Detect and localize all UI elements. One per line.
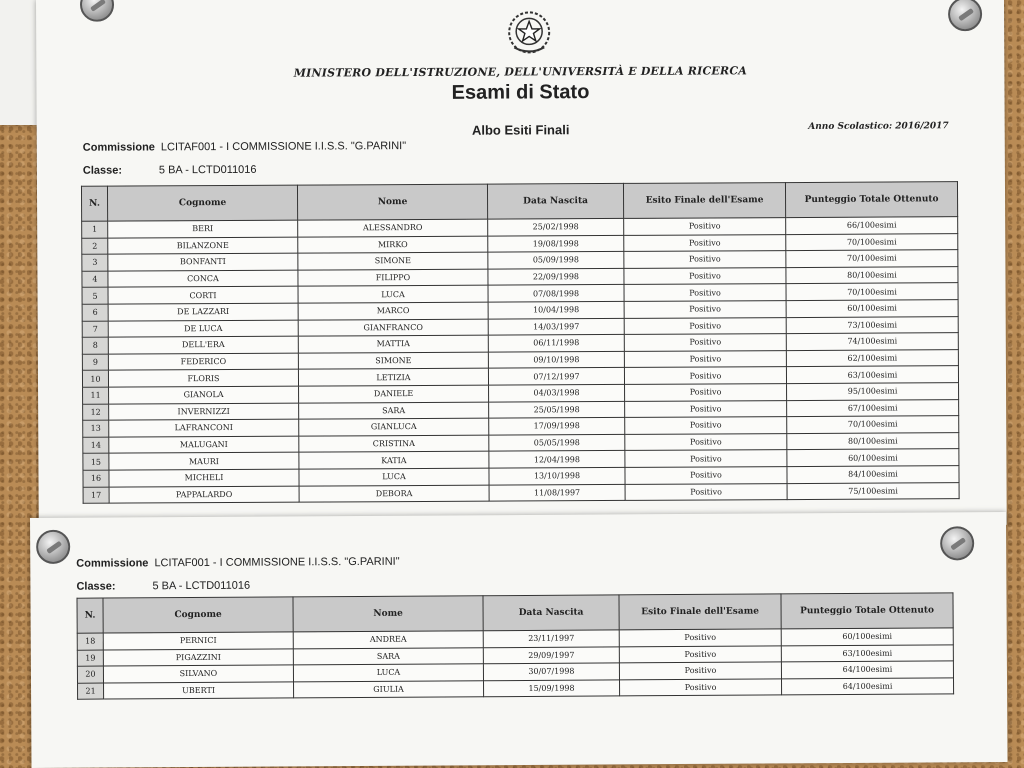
cell-surname: MICHELI	[109, 469, 299, 487]
cell-surname: DE LAZZARI	[108, 303, 298, 321]
cell-name: KATIA	[299, 451, 489, 469]
column-header: Esito Finale dell'Esame	[619, 594, 781, 630]
results-table-page-1	[81, 181, 960, 504]
cell-name: SARA	[299, 402, 489, 420]
cell-birth-date: 09/10/1998	[488, 351, 624, 368]
cell-name: MARCO	[298, 302, 488, 320]
thumbtack-icon	[948, 0, 982, 31]
cell-birth-date: 29/09/1997	[483, 646, 619, 663]
column-header: Punteggio Totale Ottenuto	[781, 593, 953, 629]
cell-score: 60/100esimi	[786, 300, 958, 317]
column-header: N.	[81, 186, 107, 221]
cell-number: 5	[82, 288, 108, 305]
cell-outcome: Positivo	[625, 400, 787, 417]
cell-number: 4	[82, 271, 108, 288]
commission-label: Commissione	[82, 141, 155, 154]
cell-name: SIMONE	[298, 252, 488, 270]
column-header: Cognome	[103, 597, 293, 633]
column-header: Nome	[297, 184, 487, 220]
cell-name: SIMONE	[298, 352, 488, 370]
results-table-page-2	[76, 592, 954, 700]
cell-surname: FLORIS	[108, 369, 298, 387]
cell-outcome: Positivo	[624, 334, 786, 351]
cell-birth-date: 07/12/1997	[488, 368, 624, 385]
cell-outcome: Positivo	[625, 384, 787, 401]
cell-name: GIULIA	[294, 681, 484, 699]
cell-name: SARA	[293, 647, 483, 665]
cell-score: 95/100esimi	[787, 383, 959, 400]
column-header: Cognome	[107, 185, 297, 221]
cell-name: LUCA	[299, 468, 489, 486]
cell-birth-date: 07/08/1998	[488, 285, 624, 302]
cell-surname: UBERTI	[104, 682, 294, 700]
cell-number: 21	[78, 683, 104, 700]
cell-outcome: Positivo	[624, 301, 786, 318]
cell-number: 16	[83, 470, 109, 487]
cell-birth-date: 25/05/1998	[489, 401, 625, 418]
cell-birth-date: 11/08/1997	[489, 484, 625, 501]
cell-surname: PERNICI	[103, 632, 293, 650]
cell-number: 10	[82, 370, 108, 387]
column-header: Data Nascita	[487, 183, 623, 219]
cell-birth-date: 17/09/1998	[489, 418, 625, 435]
cell-surname: MAURI	[109, 452, 299, 470]
cell-number: 19	[77, 650, 103, 667]
cell-surname: CONCA	[108, 270, 298, 288]
cell-score: 67/100esimi	[787, 399, 959, 416]
column-header: Nome	[293, 596, 483, 632]
cell-birth-date: 13/10/1998	[489, 467, 625, 484]
cell-outcome: Positivo	[624, 317, 786, 334]
cell-score: 74/100esimi	[786, 333, 958, 350]
cell-score: 70/100esimi	[786, 233, 958, 250]
table-header-row	[81, 182, 957, 222]
cell-name: ALESSANDRO	[298, 219, 488, 237]
cell-birth-date: 04/03/1998	[489, 384, 625, 401]
cell-surname: LAFRANCONI	[109, 419, 299, 437]
cell-outcome: Positivo	[625, 450, 787, 467]
cell-name: LETIZIA	[298, 368, 488, 386]
cell-birth-date: 05/09/1998	[488, 252, 624, 269]
commission-value: LCITAF001 - I COMMISSIONE I.I.S.S. "G.PARINI"	[160, 140, 407, 154]
cell-outcome: Positivo	[625, 417, 787, 434]
column-header: Punteggio Totale Ottenuto	[785, 182, 957, 218]
cell-score: 84/100esimi	[787, 466, 959, 483]
italian-republic-emblem-icon	[506, 9, 552, 55]
cell-number: 15	[83, 453, 109, 470]
cell-name: FILIPPO	[298, 269, 488, 287]
class-value: 5 BA - LCTD011016	[152, 579, 251, 593]
cell-name: GIANFRANCO	[298, 319, 488, 337]
cell-score: 63/100esimi	[786, 366, 958, 383]
cell-birth-date: 10/04/1998	[488, 301, 624, 318]
table-row	[83, 482, 959, 503]
cell-name: ANDREA	[293, 631, 483, 649]
results-sheet-page-1	[36, 0, 1007, 530]
cell-score: 80/100esimi	[787, 432, 959, 449]
cell-outcome: Positivo	[624, 367, 786, 384]
cell-number: 12	[83, 404, 109, 421]
cell-surname: MALUGANI	[109, 436, 299, 454]
cell-number: 1	[82, 221, 108, 238]
cell-outcome: Positivo	[619, 629, 781, 647]
cell-surname: CORTI	[108, 287, 298, 305]
class-label: Classe:	[76, 580, 116, 593]
cell-birth-date: 05/05/1998	[489, 434, 625, 451]
cell-number: 17	[83, 487, 109, 504]
cell-score: 62/100esimi	[786, 349, 958, 366]
cell-birth-date: 19/08/1998	[488, 235, 624, 252]
cell-name: LUCA	[298, 286, 488, 304]
cell-score: 80/100esimi	[786, 266, 958, 283]
cell-outcome: Positivo	[619, 662, 781, 680]
cell-birth-date: 06/11/1998	[488, 335, 624, 352]
column-header: Data Nascita	[483, 595, 619, 631]
cell-name: CRISTINA	[299, 435, 489, 453]
cell-surname: DE LUCA	[108, 320, 298, 338]
cell-surname: GIANOLA	[109, 386, 299, 404]
cell-outcome: Positivo	[624, 234, 786, 251]
cell-surname: PIGAZZINI	[103, 648, 293, 666]
cell-number: 13	[83, 420, 109, 437]
cell-number: 7	[82, 321, 108, 338]
class-value: 5 BA - LCTD011016	[158, 163, 257, 177]
cell-name: GIANLUCA	[299, 418, 489, 436]
cell-name: DEBORA	[299, 485, 489, 503]
cell-birth-date: 15/09/1998	[484, 680, 620, 697]
cell-name: LUCA	[293, 664, 483, 682]
thumbtack-icon	[940, 526, 974, 560]
cell-outcome: Positivo	[624, 218, 786, 235]
cell-surname: INVERNIZZI	[109, 403, 299, 421]
cell-score: 64/100esimi	[781, 678, 953, 696]
cell-score: 70/100esimi	[786, 283, 958, 300]
page-title: Esami di Stato	[451, 81, 590, 104]
class-line	[76, 580, 250, 593]
cell-surname: FEDERICO	[108, 353, 298, 371]
cell-birth-date: 23/11/1997	[483, 630, 619, 647]
cell-number: 6	[82, 304, 108, 321]
cell-surname: BERI	[108, 220, 298, 238]
cell-number: 9	[82, 354, 108, 371]
commission-line	[83, 140, 406, 154]
cell-score: 66/100esimi	[786, 217, 958, 234]
cell-outcome: Positivo	[619, 646, 781, 664]
cell-surname: DELL'ERA	[108, 336, 298, 354]
class-label: Classe:	[82, 164, 123, 177]
cell-outcome: Positivo	[625, 483, 787, 500]
results-table-body	[77, 628, 953, 700]
cell-score: 73/100esimi	[786, 316, 958, 333]
results-table-body	[82, 217, 959, 504]
cell-surname: BILANZONE	[108, 237, 298, 255]
school-year: Anno Scolastico: 2016/2017	[808, 121, 949, 132]
cell-outcome: Positivo	[619, 679, 781, 697]
thumbtack-icon	[80, 0, 114, 22]
cell-number: 3	[82, 254, 108, 271]
cell-score: 60/100esimi	[781, 628, 953, 646]
cell-outcome: Positivo	[624, 251, 786, 268]
cell-surname: BONFANTI	[108, 253, 298, 271]
commission-line	[76, 556, 399, 570]
thumbtack-icon	[36, 530, 70, 564]
results-sheet-page-2	[30, 512, 1008, 768]
cell-number: 8	[82, 337, 108, 354]
cell-number: 14	[83, 437, 109, 454]
cell-name: MIRKO	[298, 236, 488, 254]
cell-score: 70/100esimi	[786, 250, 958, 267]
cell-birth-date: 12/04/1998	[489, 451, 625, 468]
column-header: N.	[77, 598, 103, 633]
cell-surname: PAPPALARDO	[109, 486, 299, 504]
cell-outcome: Positivo	[624, 267, 786, 284]
cell-score: 60/100esimi	[787, 449, 959, 466]
cell-birth-date: 22/09/1998	[488, 268, 624, 285]
cell-number: 18	[77, 633, 103, 650]
cell-number: 2	[82, 238, 108, 255]
cell-score: 75/100esimi	[787, 482, 959, 499]
cell-outcome: Positivo	[625, 433, 787, 450]
commission-label: Commissione	[76, 557, 149, 570]
ministry-name: MINISTERO DELL'ISTRUZIONE, DELL'UNIVERSITÀ E DELLA RICERCA	[293, 64, 748, 80]
cell-score: 63/100esimi	[781, 644, 953, 662]
cell-birth-date: 30/07/1998	[483, 663, 619, 680]
cell-name: DANIELE	[299, 385, 489, 403]
commission-value: LCITAF001 - I COMMISSIONE I.I.S.S. "G.PARINI"	[154, 555, 400, 570]
cell-name: MATTIA	[298, 335, 488, 353]
cell-birth-date: 14/03/1997	[488, 318, 624, 335]
cell-surname: SILVANO	[103, 665, 293, 683]
cell-outcome: Positivo	[625, 466, 787, 483]
cell-outcome: Positivo	[624, 284, 786, 301]
cell-score: 70/100esimi	[787, 416, 959, 433]
cell-score: 64/100esimi	[781, 661, 953, 679]
cell-number: 11	[83, 387, 109, 404]
cell-outcome: Positivo	[624, 350, 786, 367]
page-subtitle: Albo Esiti Finali	[471, 122, 570, 138]
class-line	[83, 164, 257, 177]
cell-number: 20	[77, 666, 103, 683]
cell-birth-date: 25/02/1998	[488, 218, 624, 235]
table-header-row	[77, 593, 953, 633]
column-header: Esito Finale dell'Esame	[623, 183, 785, 219]
